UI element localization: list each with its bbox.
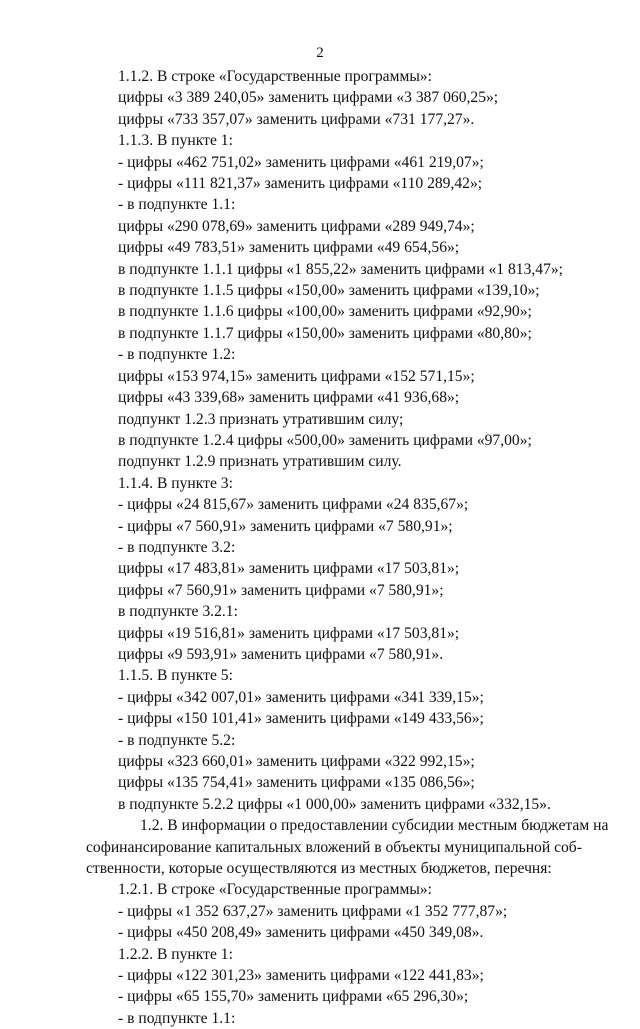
text-line: - в подпункте 3.2: <box>118 538 236 556</box>
text-line: цифры «49 783,51» заменить цифрами «49 654,56»; <box>118 239 460 257</box>
text-line: 1.1.5. В пункте 5: <box>118 667 233 685</box>
paragraph-line: ственности, которые осуществляются из местных бюджетов, перечня: <box>86 860 552 878</box>
paragraph-line: 1.2. В информации о предоставлении субсидии местным бюджетам на <box>140 817 609 835</box>
text-line: в подпункте 5.2.2 цифры «1 000,00» заменить цифрами «332,15». <box>118 795 551 813</box>
text-line: 1.1.3. В пункте 1: <box>118 132 233 150</box>
text-line: - цифры «342 007,01» заменить цифрами «341 339,15»; <box>118 688 484 706</box>
page-number: 2 <box>316 45 324 61</box>
text-line: - цифры «462 751,02» заменить цифрами «461 219,07»; <box>118 153 484 171</box>
text-line: в подпункте 1.2.4 цифры «500,00» заменить цифрами «97,00»; <box>118 431 532 449</box>
text-line: цифры «733 357,07» заменить цифрами «731 177,27». <box>118 110 475 128</box>
text-line: - в подпункте 1.2: <box>118 346 236 364</box>
text-line: - цифры «150 101,41» заменить цифрами «149 433,56»; <box>118 710 484 728</box>
text-line: цифры «135 754,41» заменить цифрами «135 086,56»; <box>118 774 475 792</box>
text-line: подпункт 1.2.9 признать утратившим силу. <box>118 453 402 471</box>
text-line: - цифры «65 155,70» заменить цифрами «65 296,30»; <box>118 988 469 1006</box>
text-line: - цифры «450 208,49» заменить цифрами «450 349,08». <box>118 924 484 942</box>
text-line: в подпункте 3.2.1: <box>118 603 238 621</box>
text-line: - в подпункте 1.1: <box>118 1009 236 1027</box>
text-line: в подпункте 1.1.7 цифры «150,00» заменить цифрами «80,80»; <box>118 324 532 342</box>
document-body <box>86 66 614 1029</box>
text-line: в подпункте 1.1.1 цифры «1 855,22» заменить цифрами «1 813,47»; <box>118 260 564 278</box>
text-line: в подпункте 1.1.6 цифры «100,00» заменить цифрами «92,90»; <box>118 303 532 321</box>
paragraph-line: софинансирование капитальных вложений в объекты муниципальной соб- <box>86 838 582 856</box>
text-line: цифры «153 974,15» заменить цифрами «152 571,15»; <box>118 367 475 385</box>
text-line: - цифры «24 815,67» заменить цифрами «24 835,67»; <box>118 496 469 514</box>
text-line: - цифры «1 352 637,27» заменить цифрами «1 352 777,87»; <box>118 902 508 920</box>
text-line: цифры «3 389 240,05» заменить цифрами «3 387 060,25»; <box>118 89 499 107</box>
text-line: цифры «323 660,01» заменить цифрами «322 992,15»; <box>118 753 475 770</box>
text-line: 1.2.2. В пункте 1: <box>118 945 233 963</box>
text-line: подпункт 1.2.3 признать утратившим силу; <box>118 410 404 428</box>
text-line: цифры «19 516,81» заменить цифрами «17 503,81»; <box>118 624 460 642</box>
text-line: цифры «9 593,91» заменить цифрами «7 580,91». <box>118 645 444 663</box>
text-line: - в подпункте 1.1: <box>118 196 236 214</box>
text-line: в подпункте 1.1.5 цифры «150,00» заменить цифрами «139,10»; <box>118 282 540 300</box>
text-line: - цифры «7 560,91» заменить цифрами «7 580,91»; <box>118 517 453 535</box>
text-line: цифры «17 483,81» заменить цифрами «17 503,81»; <box>118 560 460 578</box>
text-line: цифры «7 560,91» заменить цифрами «7 580,91»; <box>118 581 444 599</box>
text-line: цифры «43 339,68» заменить цифрами «41 936,68»; <box>118 389 460 407</box>
text-line: - цифры «122 301,23» заменить цифрами «122 441,83»; <box>118 967 484 985</box>
text-line: 1.1.4. В пункте 3: <box>118 474 233 492</box>
text-line: - цифры «111 821,37» заменить цифрами «110 289,42»; <box>118 175 483 193</box>
text-line: 1.1.2. В строке «Государственные программы»: <box>118 68 432 85</box>
text-line: цифры «290 078,69» заменить цифрами «289 949,74»; <box>118 217 475 235</box>
text-line: 1.2.1. В строке «Государственные программы»: <box>118 881 432 899</box>
text-line: - в подпункте 5.2: <box>118 731 236 749</box>
